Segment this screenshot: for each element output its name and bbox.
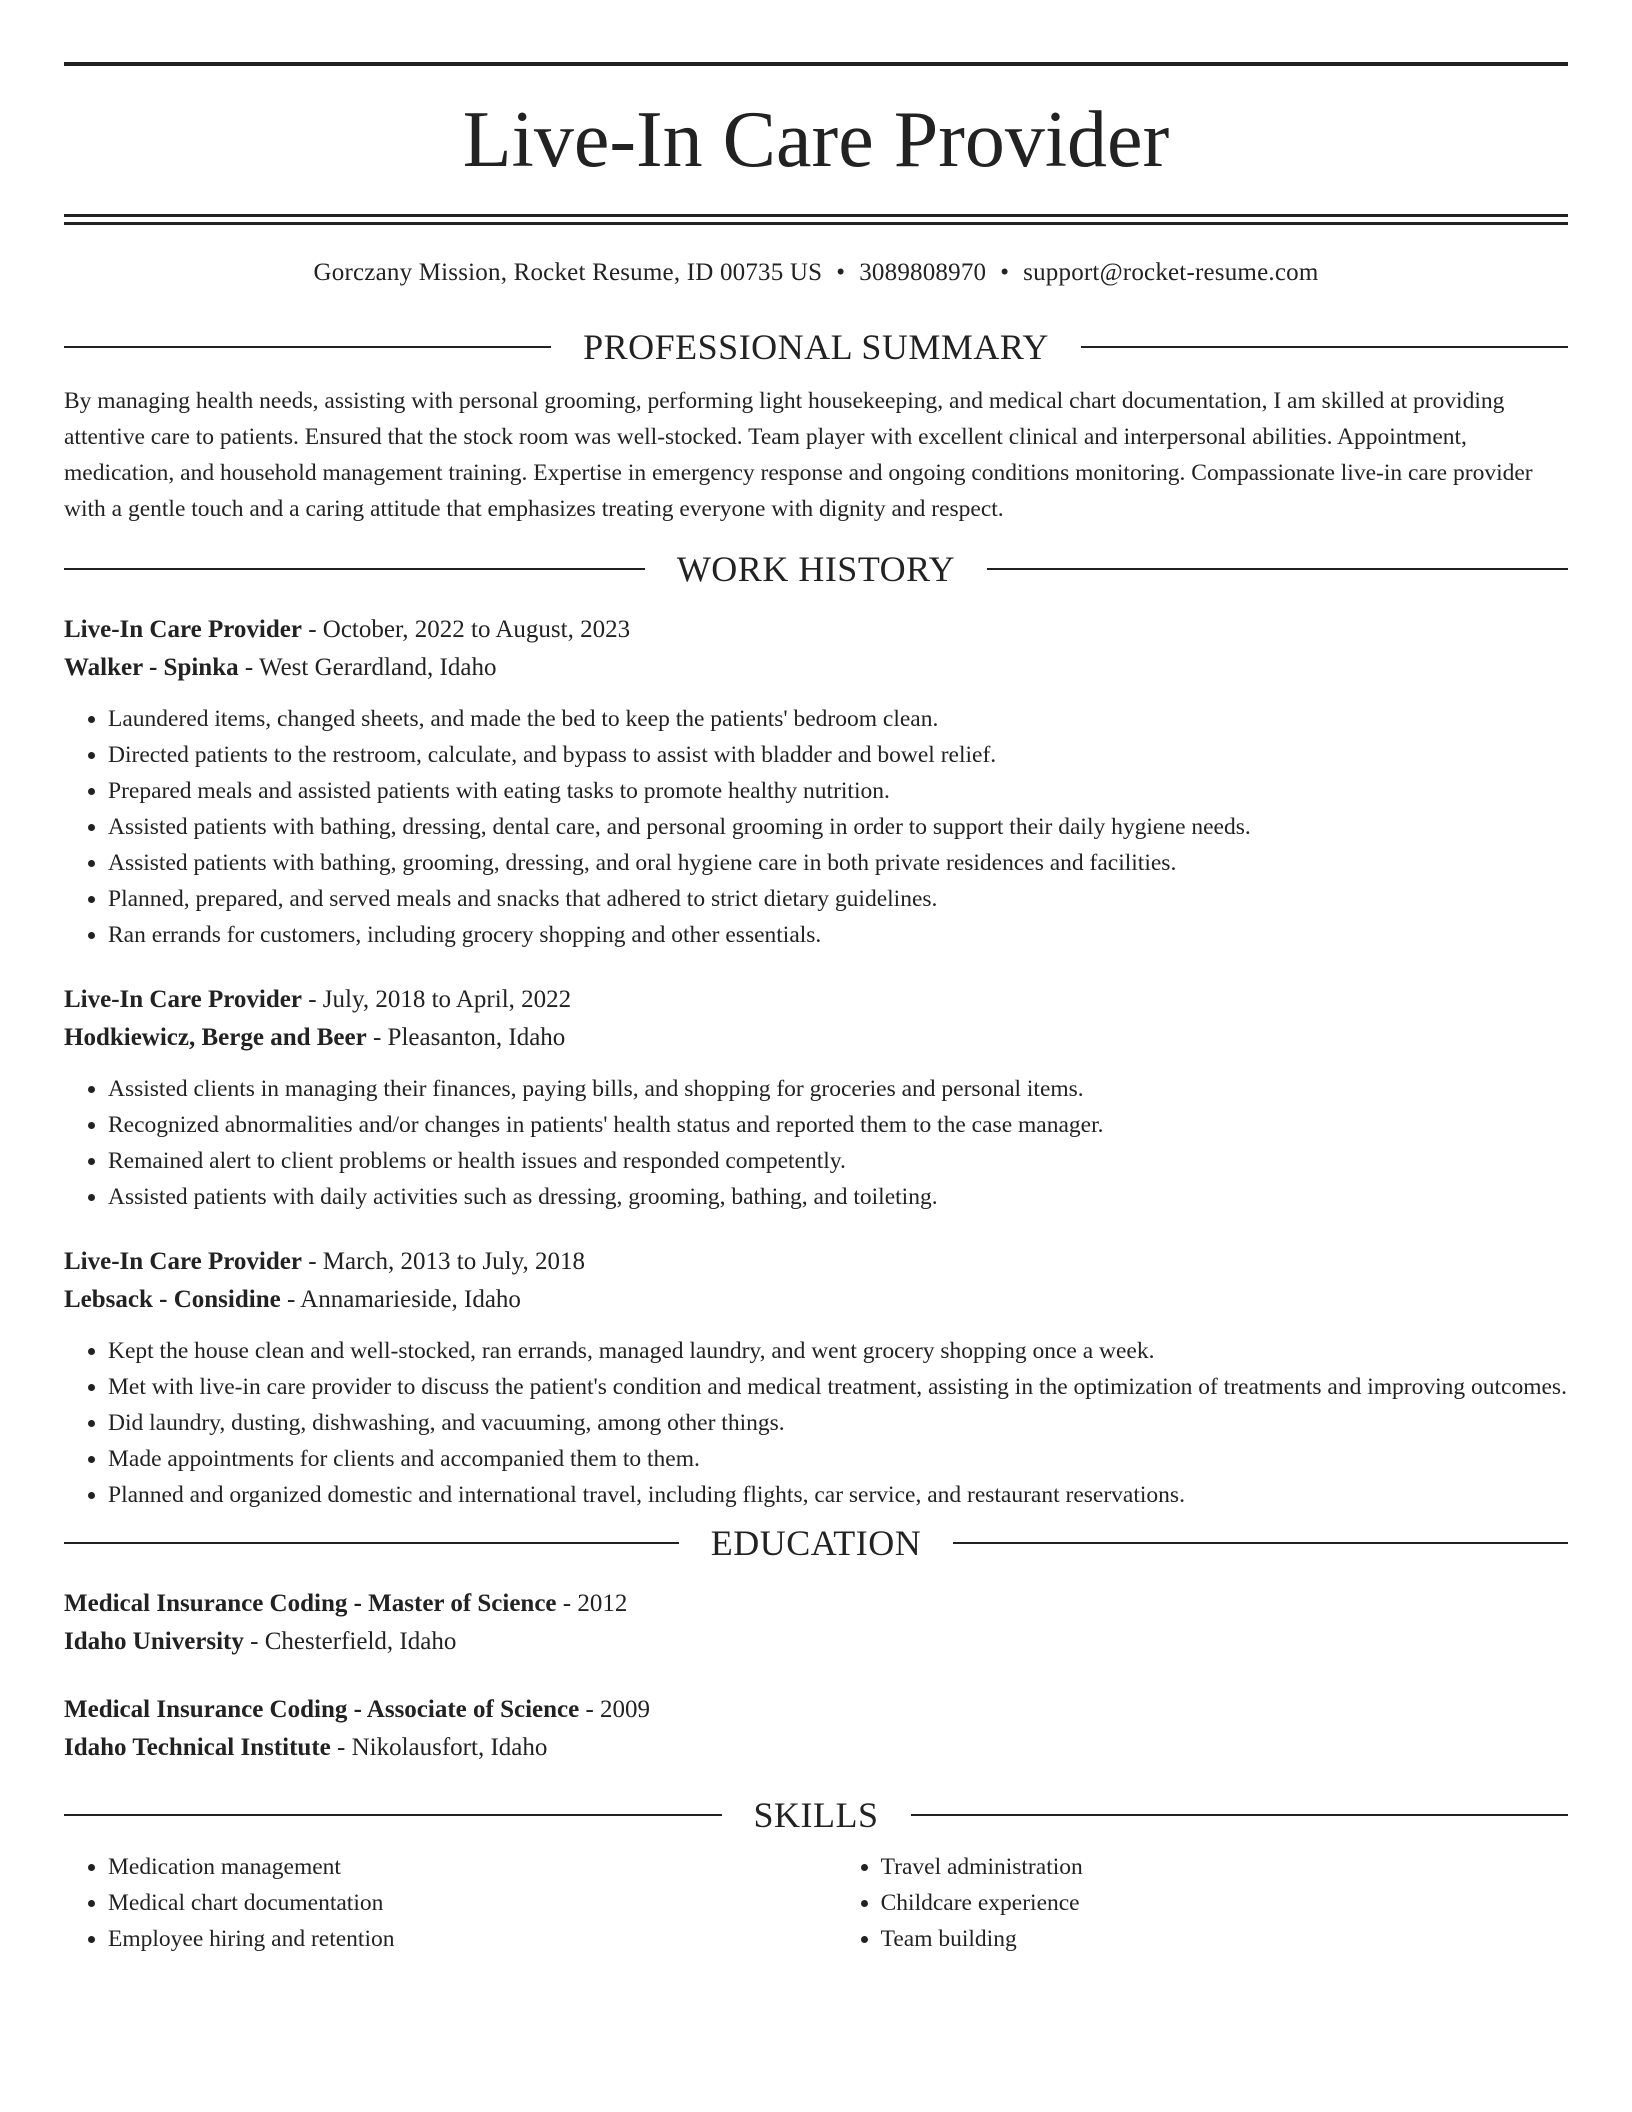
list-item: • Childcare experience [881, 1885, 1568, 1921]
list-item: • Laundered items, changed sheets, and made the bed to keep the patients' bedroom clean. [108, 701, 1568, 737]
top-rule [64, 62, 1568, 66]
job-location: - West Gerardland, Idaho [238, 654, 497, 681]
contact-email: support@rocket-resume.com [1023, 259, 1319, 286]
contact-address: Gorczany Mission, Rocket Resume, ID 00735 US [313, 259, 823, 286]
skills-columns [64, 1849, 1568, 1957]
job-dates: - March, 2013 to July, 2018 [301, 1248, 586, 1275]
resume-name: Live-In Care Provider [462, 96, 1170, 184]
job-location: - Annamarieside, Idaho [280, 1286, 521, 1313]
list-item: • Team building [881, 1921, 1568, 1957]
job-company: Walker - Spinka [64, 654, 239, 681]
school-location: - Nikolausfort, Idaho [330, 1734, 548, 1761]
list-item: • Remained alert to client problems or health issues and responded competently. [108, 1143, 1568, 1179]
section-heading-education [64, 1523, 1568, 1563]
section-heading-work [64, 549, 1568, 589]
list-item: • Medical chart documentation [108, 1885, 837, 1921]
education-entry [64, 1585, 1568, 1661]
list-item: • Assisted patients with bathing, grooming, dressing, and oral hygiene care in both private residences and facilities. [108, 845, 1568, 881]
heading-rule [1081, 346, 1568, 348]
list-item: • Kept the house clean and well-stocked, ran errands, managed laundry, and went grocery shopping once a week. [108, 1333, 1568, 1369]
job-dates: - October, 2022 to August, 2023 [301, 616, 631, 643]
list-item: • Travel administration [881, 1849, 1568, 1885]
job-title: Live-In Care Provider [64, 1248, 302, 1275]
heading-rule [911, 1814, 1569, 1816]
job-company-line [64, 649, 1568, 687]
summary-text: By managing health needs, assisting with personal grooming, performing light housekeeping, and medical chart documentation, I am skilled at providing attentive care to patients. Ensured that the stock room was well-stocked. Team player with excellent clinical and interpersonal abilities. Appointment, medication, and household management training. Expertise in emergency response and ongoing conditions monitoring. Compassionate live-in care provider with a gentle touch and a caring attitude that emphasizes treating everyone with dignity and respect. [64, 388, 1533, 522]
resume-page [64, 62, 1568, 1957]
section-title: SKILLS [753, 1795, 879, 1835]
job-title-line [64, 981, 1568, 1019]
section-title: WORK HISTORY [676, 549, 956, 589]
school-line [64, 1729, 1568, 1767]
job-dates: - July, 2018 to April, 2022 [301, 986, 572, 1013]
heading-rule [987, 568, 1568, 570]
job-title-line [64, 1243, 1568, 1281]
contact-separator: • [836, 259, 846, 286]
list-item: • Met with live-in care provider to discuss the patient's condition and medical treatment, assisting in the optimization of treatments and improving outcomes. [108, 1369, 1568, 1405]
list-item: • Made appointments for clients and accompanied them to them. [108, 1441, 1568, 1477]
section-heading-skills [64, 1795, 1568, 1835]
school-line [64, 1623, 1568, 1661]
double-rule [64, 214, 1568, 217]
list-item: • Ran errands for customers, including grocery shopping and other essentials. [108, 917, 1568, 953]
contact-phone: 3089808970 [859, 259, 987, 286]
degree-year: - 2009 [579, 1696, 651, 1723]
list-item: • Medication management [108, 1849, 837, 1885]
heading-rule [64, 568, 645, 570]
heading-rule [64, 346, 551, 348]
list-item: • Assisted patients with daily activities such as dressing, grooming, bathing, and toileting. [108, 1179, 1568, 1215]
job-entry [64, 611, 1568, 953]
section-title: PROFESSIONAL SUMMARY [583, 327, 1049, 367]
degree-year: - 2012 [556, 1590, 628, 1617]
degree-line [64, 1585, 1568, 1623]
list-item: • Planned and organized domestic and international travel, including flights, car service, and restaurant reservations. [108, 1477, 1568, 1513]
degree-line [64, 1691, 1568, 1729]
job-title: Live-In Care Provider [64, 986, 302, 1013]
heading-rule [64, 1542, 679, 1544]
job-entry [64, 1243, 1568, 1513]
list-item: • Assisted patients with bathing, dressing, dental care, and personal grooming in order to support their daily hygiene needs. [108, 809, 1568, 845]
school-location: - Chesterfield, Idaho [243, 1628, 457, 1655]
school: Idaho Technical Institute [64, 1734, 331, 1761]
heading-rule [64, 1814, 722, 1816]
contact-separator: • [1000, 259, 1010, 286]
section-heading-summary [64, 327, 1568, 367]
education-entry [64, 1691, 1568, 1767]
job-duties-list [64, 1071, 1568, 1215]
job-company: Hodkiewicz, Berge and Beer [64, 1024, 367, 1051]
list-item: • Did laundry, dusting, dishwashing, and vacuuming, among other things. [108, 1405, 1568, 1441]
heading-rule [953, 1542, 1568, 1544]
job-title-line [64, 611, 1568, 649]
job-title: Live-In Care Provider [64, 616, 302, 643]
job-company: Lebsack - Considine [64, 1286, 281, 1313]
list-item: • Employee hiring and retention [108, 1921, 837, 1957]
degree: Medical Insurance Coding - Associate of Science [64, 1696, 580, 1723]
job-duties-list [64, 1333, 1568, 1513]
list-item: • Recognized abnormalities and/or changes in patients' health status and reported them to the case manager. [108, 1107, 1568, 1143]
section-title: EDUCATION [710, 1523, 922, 1563]
list-item: • Directed patients to the restroom, calculate, and bypass to assist with bladder and bowel relief. [108, 737, 1568, 773]
job-company-line [64, 1019, 1568, 1057]
list-item: • Prepared meals and assisted patients with eating tasks to promote healthy nutrition. [108, 773, 1568, 809]
job-company-line [64, 1281, 1568, 1319]
list-item: • Assisted clients in managing their finances, paying bills, and shopping for groceries and personal items. [108, 1071, 1568, 1107]
list-item: • Planned, prepared, and served meals and snacks that adhered to strict dietary guidelines. [108, 881, 1568, 917]
job-entry [64, 981, 1568, 1215]
skills-list-left [64, 1849, 837, 1957]
job-location: - Pleasanton, Idaho [366, 1024, 566, 1051]
skills-list-right [837, 1849, 1568, 1957]
contact-line [64, 253, 1568, 293]
school: Idaho University [64, 1628, 244, 1655]
job-duties-list [64, 701, 1568, 953]
degree: Medical Insurance Coding - Master of Science [64, 1590, 557, 1617]
